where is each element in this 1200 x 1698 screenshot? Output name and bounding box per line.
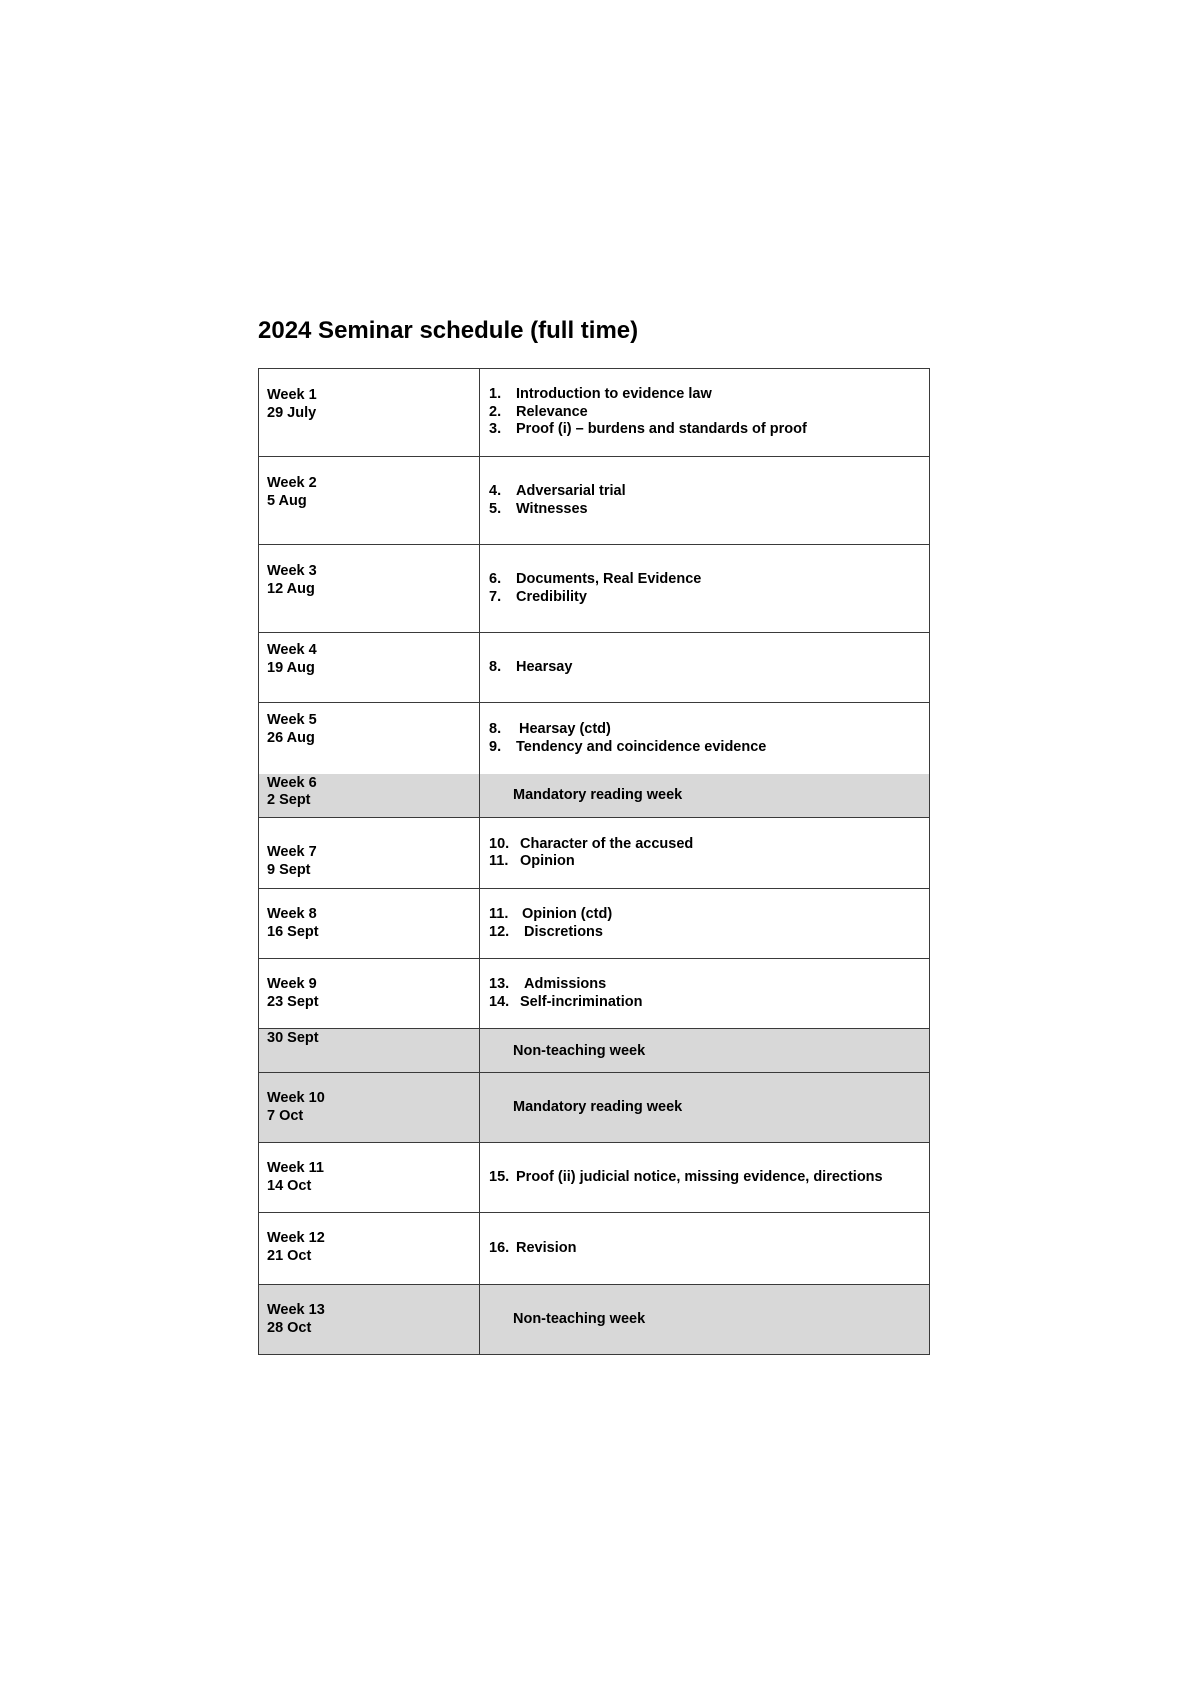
topic-text: Revision — [516, 1239, 577, 1256]
topics-cell — [480, 457, 930, 545]
week-cell — [259, 633, 480, 703]
week-date: 16 Sept — [267, 923, 319, 940]
week-date: 28 Oct — [267, 1319, 312, 1336]
topic-item — [489, 501, 929, 519]
topics-cell — [480, 959, 930, 1029]
topic-item — [489, 1169, 929, 1187]
topic-number: 1. — [489, 386, 502, 403]
week-cell — [259, 1143, 480, 1213]
topic-number: 7. — [489, 588, 502, 605]
topic-text: Proof (i) – burdens and standards of proof — [516, 421, 807, 438]
topic-item — [489, 976, 929, 994]
topics-cell — [480, 1029, 930, 1073]
schedule-row — [259, 457, 930, 545]
topic-text: Introduction to evidence law — [516, 386, 712, 403]
topic-text: Admissions — [524, 976, 607, 992]
topic-item — [489, 589, 929, 607]
week-label: Week 12 — [267, 1230, 325, 1246]
week-label: Week 11 — [267, 1160, 324, 1176]
seminar-schedule-table — [258, 368, 930, 1355]
topic-text: Hearsay (ctd) — [519, 721, 611, 737]
week-label: Week 10 — [267, 1090, 325, 1106]
topics-cell — [480, 545, 930, 633]
topic-item — [489, 404, 929, 422]
week-label: Week 4 — [267, 642, 317, 658]
schedule-row — [259, 633, 930, 703]
schedule-row — [259, 1029, 930, 1073]
topic-text: Hearsay — [516, 658, 573, 675]
topic-number: 6. — [489, 571, 502, 587]
topics-cell — [480, 774, 930, 818]
topic-number: 8. — [489, 721, 502, 737]
week-date: 30 Sept — [267, 1030, 319, 1046]
topics-cell — [480, 818, 930, 889]
topic-item — [489, 994, 929, 1012]
week-date: 9 Sept — [267, 861, 311, 878]
week-cell — [259, 369, 480, 457]
topics-cell — [480, 889, 930, 959]
topic-item — [489, 853, 929, 871]
topic-text: Witnesses — [516, 500, 588, 517]
topic-number: 12. — [489, 923, 510, 940]
week-note: Non-teaching week — [513, 1043, 646, 1060]
topic-text: Proof (ii) judicial notice, missing evidence, directions — [516, 1168, 883, 1185]
week-note: Mandatory reading week — [513, 786, 683, 803]
schedule-row — [259, 1213, 930, 1285]
topic-item — [489, 659, 929, 677]
topic-text: Opinion — [520, 853, 575, 869]
week-cell — [259, 457, 480, 545]
topic-text: Documents, Real Evidence — [516, 571, 702, 587]
schedule-row — [259, 774, 930, 818]
week-cell — [259, 1029, 480, 1073]
schedule-row — [259, 545, 930, 633]
week-cell — [259, 545, 480, 633]
topic-text: Tendency and coincidence evidence — [516, 738, 767, 755]
week-date: 21 Oct — [267, 1247, 312, 1264]
topic-number: 13. — [489, 976, 510, 992]
topic-item — [489, 1240, 929, 1258]
topic-number: 8. — [489, 658, 502, 675]
topic-number: 10. — [489, 835, 510, 852]
week-cell — [259, 889, 480, 959]
topics-cell — [480, 1285, 930, 1355]
topic-item — [489, 739, 929, 757]
page-title: 2024 Seminar schedule (full time) — [258, 317, 639, 344]
topics-cell — [480, 1073, 930, 1143]
topic-item — [489, 721, 929, 739]
schedule-row — [259, 703, 930, 774]
topic-number: 11. — [489, 853, 509, 869]
week-label: Week 3 — [267, 563, 317, 579]
topic-text: Character of the accused — [520, 835, 694, 852]
week-date: 14 Oct — [267, 1177, 312, 1194]
week-label: Week 7 — [267, 844, 317, 860]
week-cell — [259, 959, 480, 1029]
topic-text: Discretions — [524, 923, 603, 940]
week-date: 2 Sept — [267, 792, 311, 808]
week-cell — [259, 774, 480, 818]
week-label: Week 13 — [267, 1302, 325, 1318]
schedule-row — [259, 369, 930, 457]
topic-item — [489, 483, 929, 501]
topic-item — [489, 836, 929, 854]
topic-number: 4. — [489, 483, 502, 499]
week-cell — [259, 1213, 480, 1285]
topic-number: 14. — [489, 993, 510, 1010]
schedule-row — [259, 889, 930, 959]
topics-cell — [480, 1143, 930, 1213]
topic-number: 9. — [489, 738, 502, 755]
week-date: 5 Aug — [267, 492, 307, 509]
week-note: Non-teaching week — [513, 1310, 646, 1327]
week-label: Week 5 — [267, 712, 317, 728]
week-label: Week 6 — [267, 774, 317, 791]
week-label: Week 2 — [267, 475, 317, 491]
topic-number: 2. — [489, 403, 502, 420]
schedule-row — [259, 1073, 930, 1143]
topic-text: Adversarial trial — [516, 483, 626, 499]
week-date: 29 July — [267, 404, 317, 421]
week-cell — [259, 703, 480, 774]
topic-item — [489, 386, 929, 404]
topic-number: 16. — [489, 1239, 510, 1256]
week-cell — [259, 818, 480, 889]
topic-text: Credibility — [516, 588, 587, 605]
week-date: 23 Sept — [267, 993, 319, 1010]
topic-number: 11. — [489, 906, 509, 922]
schedule-row — [259, 959, 930, 1029]
topic-number: 15. — [489, 1168, 510, 1185]
week-note: Mandatory reading week — [513, 1098, 683, 1115]
schedule-row — [259, 1143, 930, 1213]
topics-cell — [480, 633, 930, 703]
topic-item — [489, 421, 929, 439]
schedule-row — [259, 1285, 930, 1355]
week-date: 26 Aug — [267, 729, 315, 746]
topic-item — [489, 571, 929, 589]
topic-text: Opinion (ctd) — [522, 906, 613, 922]
topics-cell — [480, 369, 930, 457]
week-cell — [259, 1073, 480, 1143]
topic-item — [489, 924, 929, 942]
topics-cell — [480, 703, 930, 774]
week-date: 12 Aug — [267, 580, 315, 597]
topic-text: Self-incrimination — [520, 993, 643, 1010]
topic-text: Relevance — [516, 403, 588, 420]
topic-item — [489, 906, 929, 924]
topics-cell — [480, 1213, 930, 1285]
week-date: 19 Aug — [267, 659, 315, 676]
week-date: 7 Oct — [267, 1107, 304, 1124]
week-label: Week 8 — [267, 906, 317, 922]
topic-number: 5. — [489, 500, 502, 517]
topic-number: 3. — [489, 421, 502, 438]
schedule-row — [259, 818, 930, 889]
week-cell — [259, 1285, 480, 1355]
week-label: Week 9 — [267, 976, 317, 992]
week-label: Week 1 — [267, 387, 317, 403]
